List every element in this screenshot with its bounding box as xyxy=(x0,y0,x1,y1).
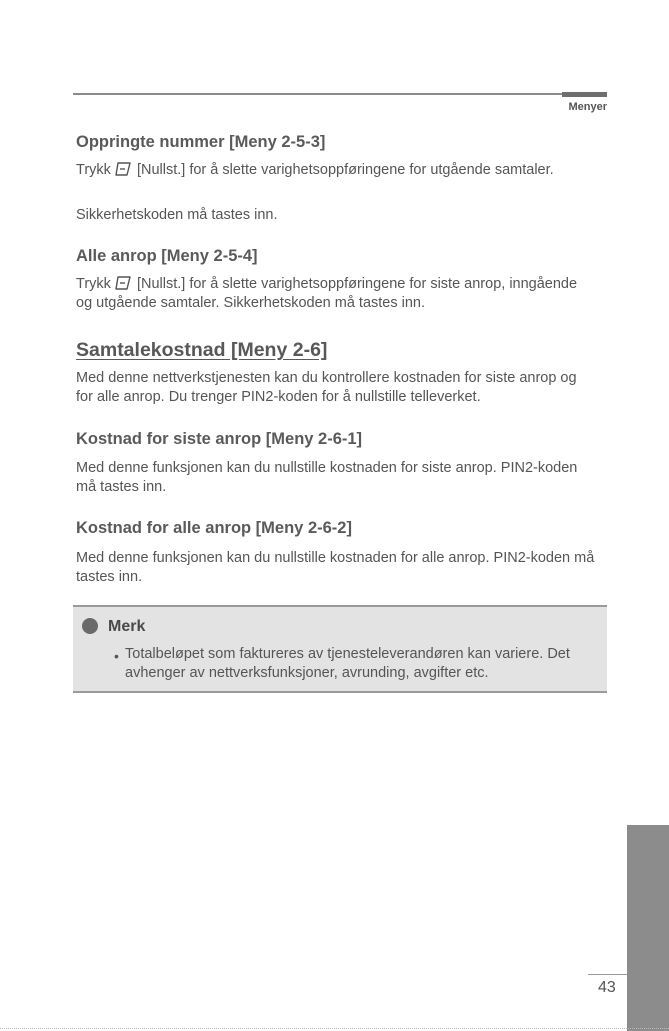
text-nullst-description: [Nullst.] for å slette varighetsoppføringene for utgående samtaler. xyxy=(136,162,554,178)
section-label: Menyer xyxy=(568,101,607,113)
paragraph-oppringte-2: Sikkerhetskoden må tastes inn. xyxy=(76,207,278,223)
text-trykk: Trykk xyxy=(76,162,111,178)
text-nullst-description: [Nullst.] for å slette varighetsoppføringene for siste anrop, inngående og utgående samtaler. Sikkerhetskoden må tastes inn. xyxy=(76,276,578,311)
header-rule-tab xyxy=(562,92,607,97)
heading-samtalekostnad: Samtalekostnad [Meny 2-6] xyxy=(76,339,328,361)
page-number: 43 xyxy=(598,979,616,996)
paragraph-alle-anrop xyxy=(76,275,596,313)
paragraph-kostnad-alle: Med denne funksjonen kan du nullstille kostnaden for alle anrop. PIN2-koden må tastes inn. xyxy=(76,550,595,585)
header-rule xyxy=(73,93,607,95)
note-bullet-icon xyxy=(82,618,98,634)
soft-key-icon xyxy=(115,276,131,290)
paragraph-oppringte-1 xyxy=(76,161,596,180)
note-text: Totalbeløpet som faktureres av tjenesteleverandøren kan variere. Det avhenger av nettverksfunksjoner, avrunding, avgifter etc. xyxy=(125,646,570,681)
heading-alle-anrop: Alle anrop [Meny 2-5-4] xyxy=(76,247,258,265)
paragraph-samtalekostnad: Med denne nettverkstjenesten kan du kontrollere kostnaden for siste anrop og for alle anrop. Du trenger PIN2-koden for å nullstille telleverket. xyxy=(76,370,577,405)
note-title: Merk xyxy=(108,618,146,635)
heading-kostnad-siste-anrop: Kostnad for siste anrop [Meny 2-6-1] xyxy=(76,430,363,448)
list-bullet: • xyxy=(114,648,119,664)
bottom-edge-dots xyxy=(0,1028,669,1029)
soft-key-icon xyxy=(115,162,131,176)
note-box xyxy=(73,605,607,693)
page-number-rule xyxy=(588,974,627,975)
heading-kostnad-alle-anrop: Kostnad for alle anrop [Meny 2-6-2] xyxy=(76,519,352,537)
heading-oppringte-nummer: Oppringte nummer [Meny 2-5-3] xyxy=(76,133,326,151)
paragraph-kostnad-siste: Med denne funksjonen kan du nullstille kostnaden for siste anrop. PIN2-koden må tastes inn. xyxy=(76,460,578,495)
side-thumb-tab xyxy=(627,825,669,1031)
text-trykk: Trykk xyxy=(76,276,111,292)
